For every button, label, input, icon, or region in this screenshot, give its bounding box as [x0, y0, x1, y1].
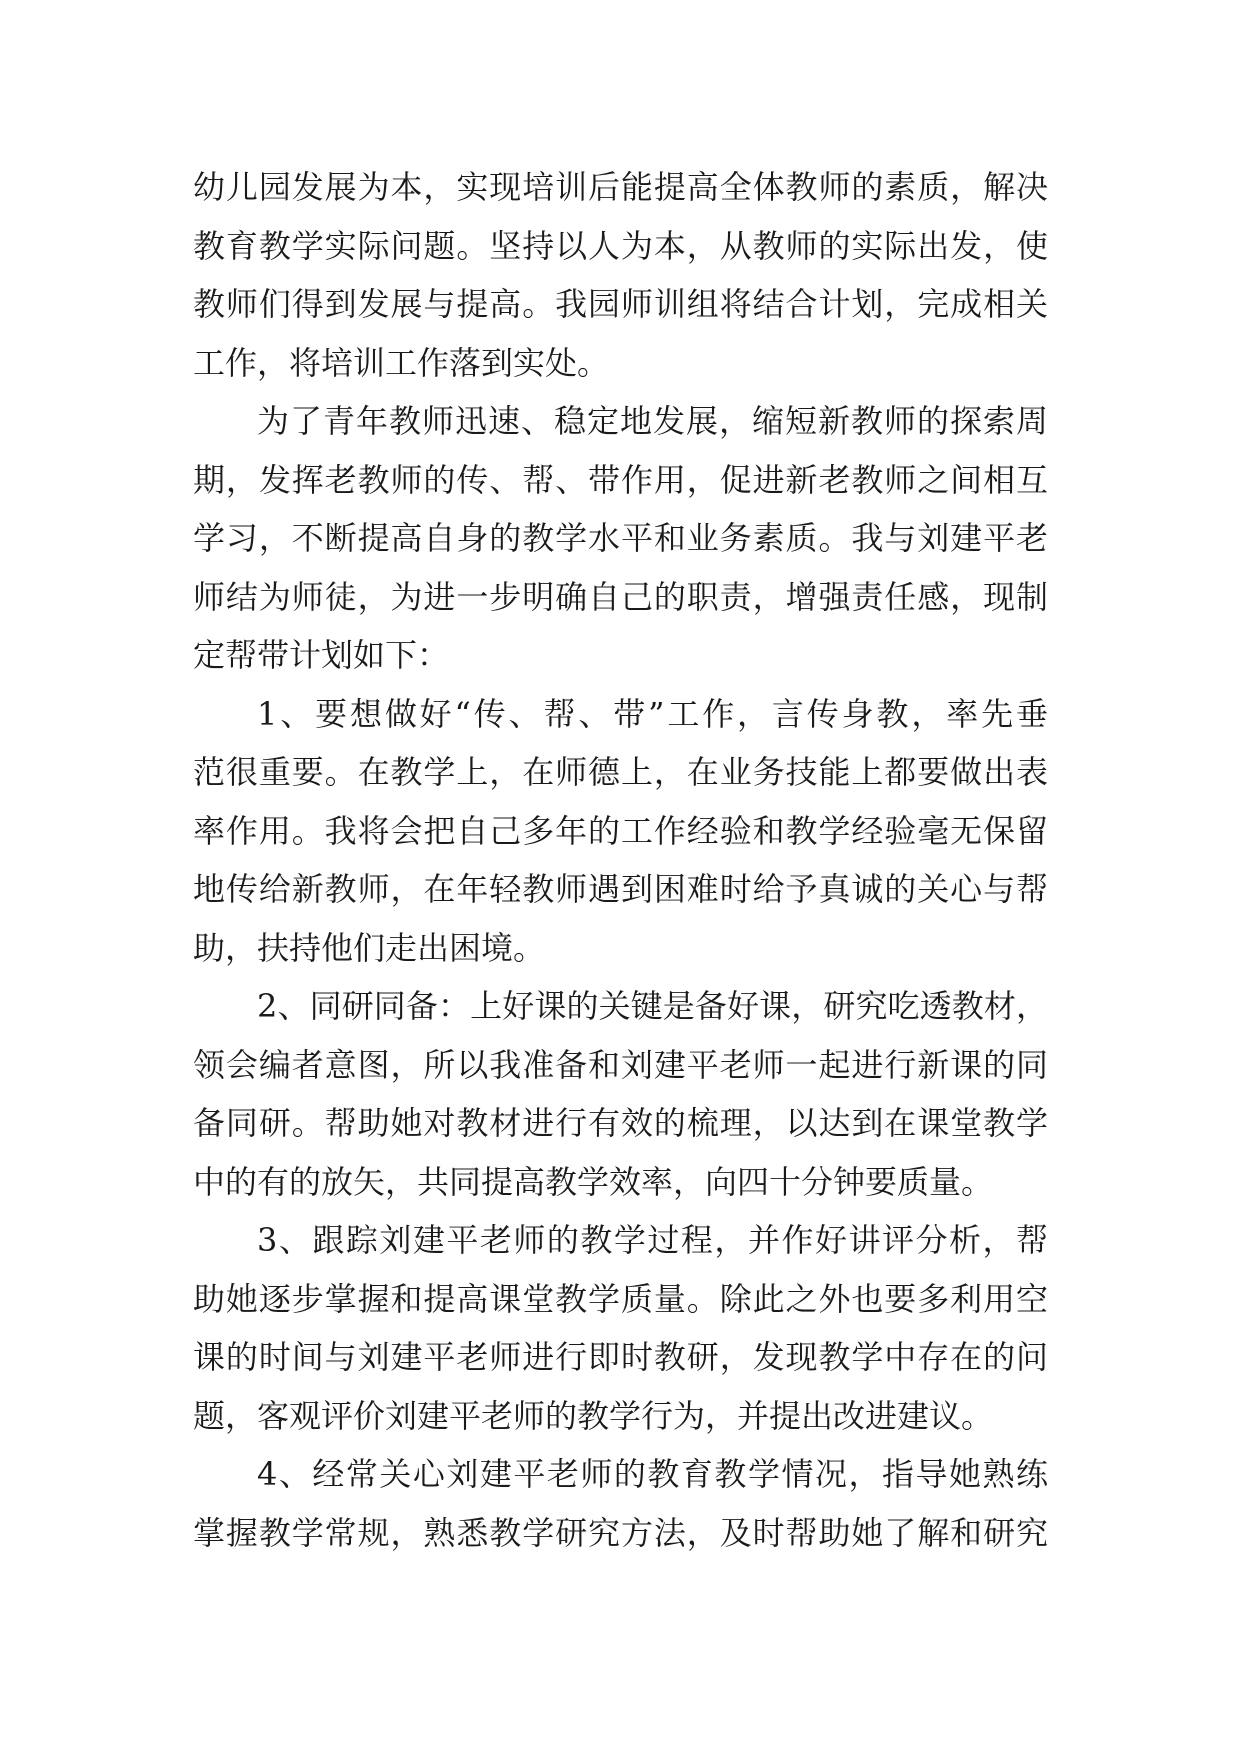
- text-line: 2、同研同备：上好课的关键是备好课，研究吃透教材，: [257, 987, 1048, 1025]
- paragraph-item-3: [193, 1211, 1048, 1445]
- text-line: 领会编者意图，所以我准备和刘建平老师一起进行新课的同: [193, 1045, 1048, 1084]
- paragraph-item-4: [193, 1445, 1048, 1562]
- text-line: 3、跟踪刘建平老师的教学过程，并作好讲评分析，帮: [257, 1221, 1048, 1259]
- paragraph-item-2: [193, 977, 1048, 1211]
- text-line: 范很重要。在教学上，在师德上，在业务技能上都要做出表: [193, 753, 1048, 791]
- paragraph-purpose: [193, 392, 1048, 685]
- document-body: [193, 158, 1048, 1562]
- text-line: 为了青年教师迅速、稳定地发展，缩短新教师的探索周: [257, 402, 1048, 440]
- text-line: 1、要想做好“传、帮、带”工作，言传身教，率先垂: [257, 694, 1048, 733]
- text-line: 工作，将培训工作落到实处。: [193, 343, 610, 382]
- text-line: 学习，不断提高自身的教学水平和业务素质。我与刘建平老: [193, 519, 1048, 557]
- text-line: 题，客观评价刘建平老师的教学行为，并提出改进建议。: [193, 1396, 994, 1435]
- text-line: 助，扶持他们走出困境。: [193, 928, 546, 967]
- text-line: 备同研。帮助她对教材进行有效的梳理，以达到在课堂教学: [193, 1104, 1048, 1142]
- text-line: 地传给新教师，在年轻教师遇到困难时给予真诚的关心与帮: [193, 870, 1048, 908]
- text-line: 教育教学实际问题。坚持以人为本，从教师的实际出发，使: [193, 226, 1048, 265]
- paragraph-intro-continuation: [193, 158, 1048, 392]
- text-line: 掌握教学常规，熟悉教学研究方法，及时帮助她了解和研究: [193, 1513, 1048, 1552]
- text-line: 助她逐步掌握和提高课堂教学质量。除此之外也要多利用空: [193, 1279, 1048, 1318]
- text-line: 教师们得到发展与提高。我园师训组将结合计划，完成相关: [193, 285, 1048, 323]
- text-line: 课的时间与刘建平老师进行即时教研，发现教学中存在的问: [193, 1338, 1048, 1376]
- text-line: 师结为师徒，为进一步明确自己的职责，增强责任感，现制: [193, 577, 1048, 616]
- text-line: 4、经常关心刘建平老师的教育教学情况，指导她熟练: [257, 1455, 1048, 1493]
- text-line: 幼儿园发展为本，实现培训后能提高全体教师的素质，解决: [193, 168, 1048, 206]
- text-line: 期，发挥老教师的传、帮、带作用，促进新老教师之间相互: [193, 460, 1048, 499]
- text-line: 中的有的放矢，共同提高教学效率，向四十分钟要质量。: [193, 1162, 994, 1201]
- paragraph-item-1: [193, 685, 1048, 978]
- text-line: 定帮带计划如下：: [193, 636, 450, 674]
- text-line: 率作用。我将会把自己多年的工作经验和教学经验毫无保留: [193, 811, 1048, 850]
